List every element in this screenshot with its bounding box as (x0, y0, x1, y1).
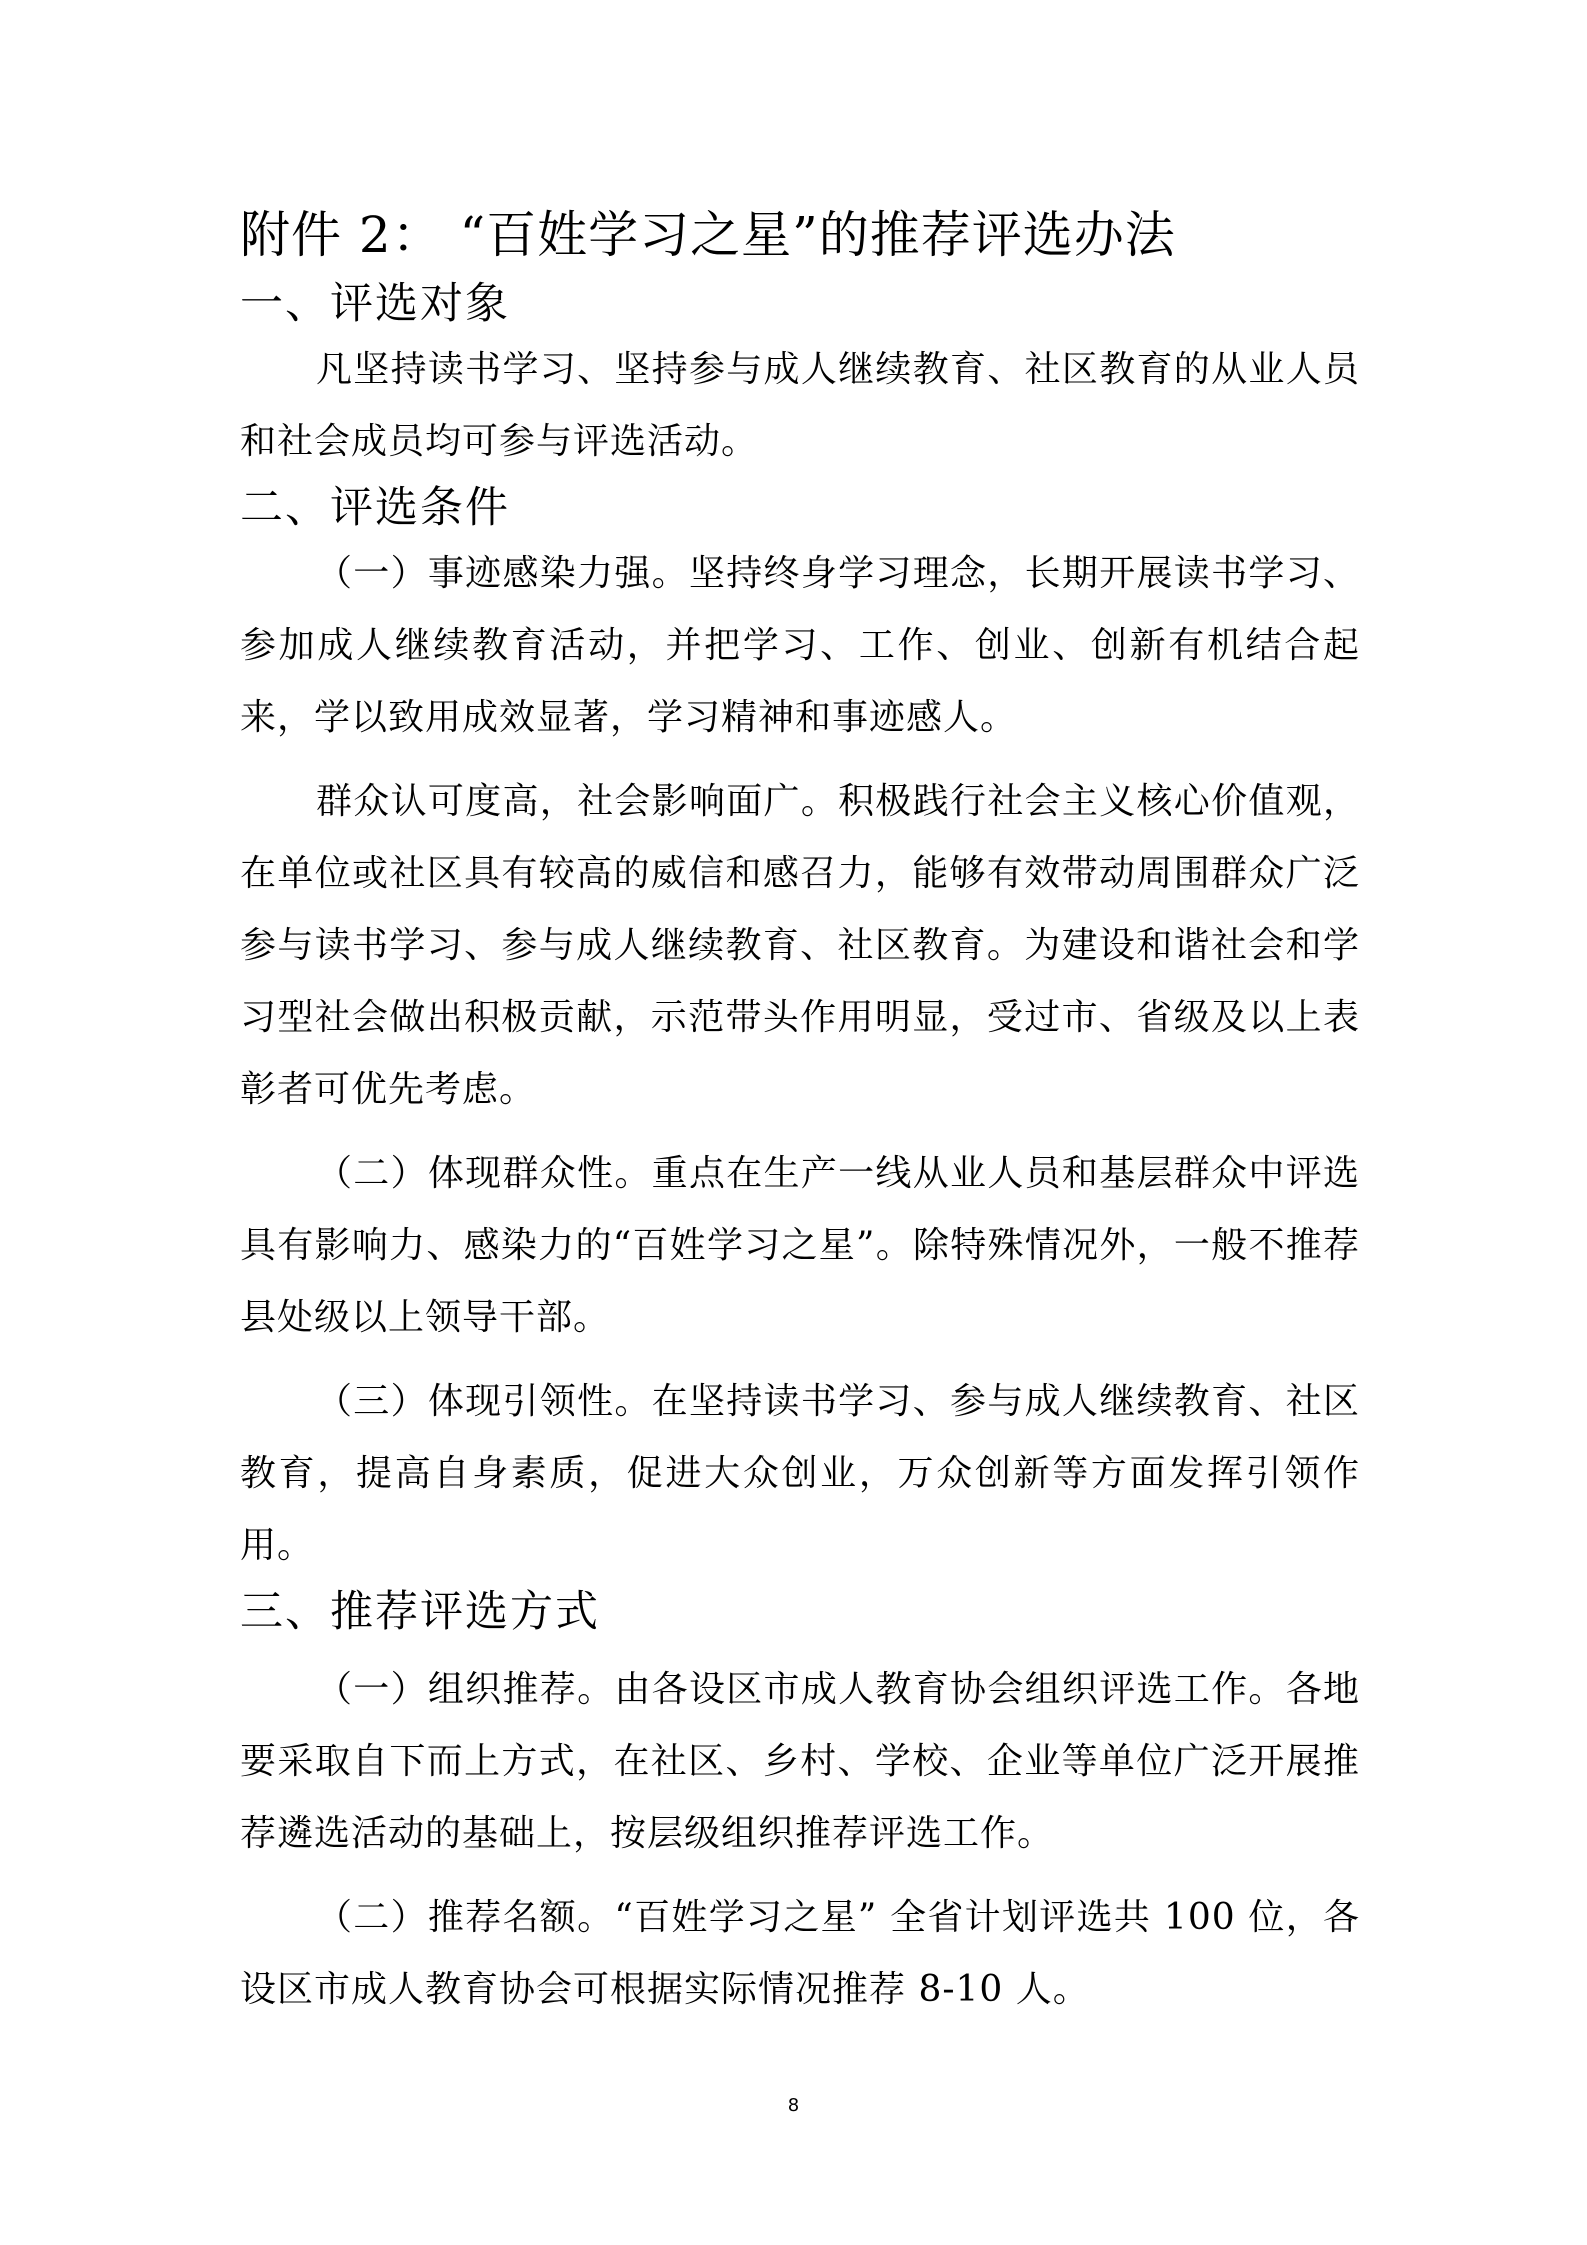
paragraph-method-2: （二）推荐名额。“百姓学习之星” 全省计划评选共 100 位，各设区市成人教育协会可根据实际情况推荐 8-10 人。 (240, 1897, 1360, 2010)
paragraph-method-1: （一）组织推荐。由各设区市成人教育协会组织评选工作。各地要采取自下而上方式，在社区、乡村、学校、企业等单位广泛开展推荐遴选活动的基础上，按层级组织推荐评选工作。 (240, 1669, 1360, 1854)
paragraph-condition-1: （一）事迹感染力强。坚持终身学习理念，长期开展读书学习、参加成人继续教育活动，并把学习、工作、创业、创新有机结合起来，学以致用成效显著，学习精神和事迹感人。 (240, 553, 1360, 738)
paragraph-condition-2: （二）体现群众性。重点在生产一线从业人员和基层群众中评选具有影响力、感染力的“百姓学习之星”。除特殊情况外，一般不推荐县处级以上领导干部。 (240, 1153, 1360, 1338)
document-page (240, 200, 1360, 2026)
section-heading-evaluation-target: 一、评选对象 (240, 279, 510, 329)
section-heading-recommendation-method: 三、推荐评选方式 (240, 1587, 600, 1637)
page-number: 8 (787, 2095, 800, 2116)
paragraph-condition-3: （三）体现引领性。在坚持读书学习、参与成人继续教育、社区教育，提高自身素质，促进大众创业，万众创新等方面发挥引领作用。 (240, 1381, 1360, 1566)
paragraph-evaluation-target: 凡坚持读书学习、坚持参与成人继续教育、社区教育的从业人员和社会成员均可参与评选活动。 (240, 349, 1360, 462)
paragraph-condition-1-continued: 群众认可度高，社会影响面广。积极践行社会主义核心价值观，在单位或社区具有较高的威信和感召力，能够有效带动周围群众广泛参与读书学习、参与成人继续教育、社区教育。为建设和谐社会和学习型社会做出积极贡献，示范带头作用明显，受过市、省级及以上表彰者可优先考虑。 (240, 781, 1360, 1110)
section-heading-evaluation-conditions: 二、评选条件 (240, 483, 510, 533)
document-title: 附件 2： “百姓学习之星”的推荐评选办法 (240, 206, 1176, 264)
